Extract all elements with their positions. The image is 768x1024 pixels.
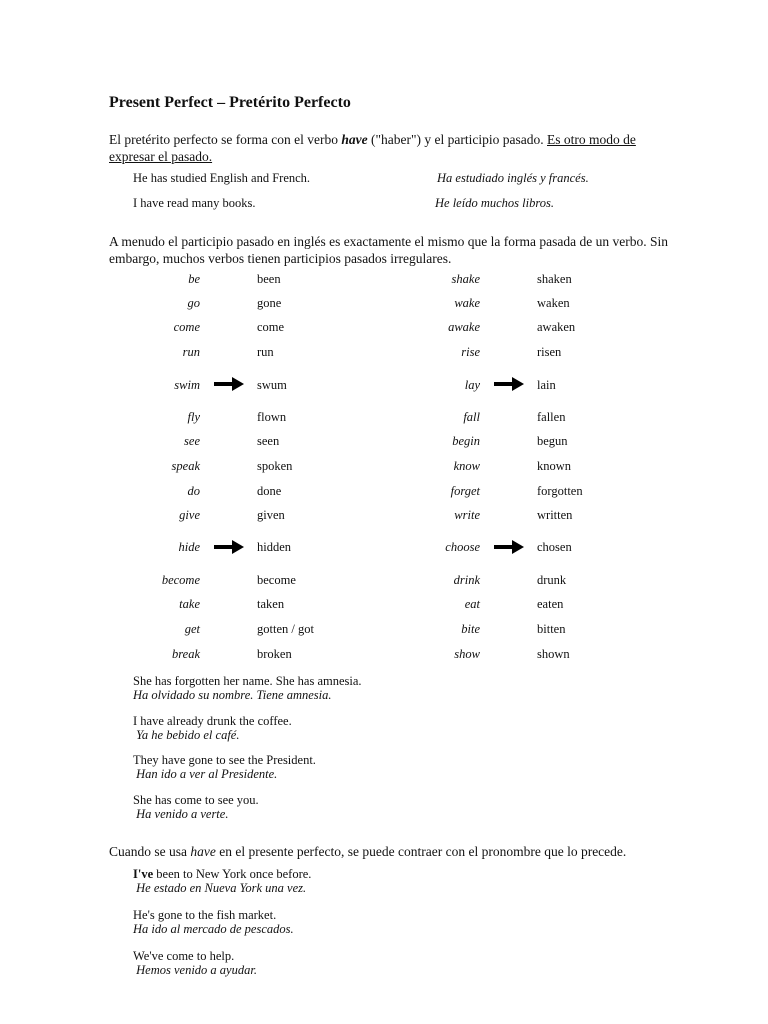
verb-infinitive: give <box>179 508 200 522</box>
irregular-intro-paragraph: A menudo el participio pasado en inglés es exactamente el mismo que la forma pasada de un verbo. Sin embargo, muchos verbos tienen participios pasados irregulares. <box>109 234 668 266</box>
verb-participle: come <box>257 320 285 334</box>
verb-infinitive: show <box>454 647 480 661</box>
verb-infinitive: fall <box>463 410 480 424</box>
verb-participle: awaken <box>537 320 576 334</box>
example-sentence <box>133 753 316 781</box>
example-en: He has studied English and French. <box>133 171 311 185</box>
verb-infinitive: lay <box>464 378 480 392</box>
verb-infinitive: run <box>182 345 200 359</box>
example-en: I have read many books. <box>133 196 256 210</box>
verb-participle: known <box>537 459 572 473</box>
verb-participle: eaten <box>537 597 564 611</box>
sentence-en: She has forgotten her name. She has amnesia. <box>133 674 362 688</box>
contraction-es: Hemos venido a ayudar. <box>133 963 257 977</box>
verb-infinitive: get <box>184 622 200 636</box>
example-es: Ha estudiado inglés y francés. <box>437 171 589 185</box>
verb-infinitive: forget <box>450 484 480 498</box>
contraction-en: We've come to help. <box>133 949 235 963</box>
arrow-right-icon <box>214 376 244 392</box>
example-es: He leído muchos libros. <box>435 196 554 210</box>
verb-infinitive: swim <box>174 378 200 392</box>
verb-participle: broken <box>257 647 292 661</box>
verb-participle: taken <box>257 597 285 611</box>
sentence-en: She has come to see you. <box>133 793 259 807</box>
verb-infinitive: choose <box>445 540 480 554</box>
page-title: Present Perfect – Pretérito Perfecto <box>109 94 351 111</box>
verb-participle: written <box>537 508 573 522</box>
verb-infinitive: drink <box>453 573 480 587</box>
arrow-right-icon <box>214 539 244 555</box>
verb-infinitive: be <box>188 272 200 286</box>
example-sentence <box>133 714 292 742</box>
sentence-es: Ha venido a verte. <box>133 807 229 821</box>
verb-participle: waken <box>537 296 570 310</box>
verb-infinitive: speak <box>171 459 200 473</box>
verb-participle: bitten <box>537 622 566 636</box>
verb-participle: hidden <box>257 540 292 554</box>
verb-participle: gone <box>257 296 282 310</box>
verb-participle: become <box>257 573 296 587</box>
contraction-paragraph <box>109 844 626 860</box>
verb-participle: fallen <box>537 410 566 424</box>
verb-infinitive: know <box>453 459 480 473</box>
verb-participle: swum <box>257 378 287 392</box>
verb-participle: lain <box>537 378 556 392</box>
contraction-bold: I've <box>133 867 154 881</box>
contraction-example <box>133 908 294 936</box>
contraction-example <box>133 867 311 895</box>
verb-infinitive: break <box>172 647 200 661</box>
verb-infinitive: do <box>187 484 200 498</box>
verb-participle: risen <box>537 345 562 359</box>
verb-infinitive: hide <box>178 540 200 554</box>
contraction-rest: been to New York once before. <box>153 867 312 881</box>
verb-participle: begun <box>537 434 568 448</box>
verb-participle: given <box>257 508 285 522</box>
verb-infinitive: rise <box>461 345 480 359</box>
verb-participle: chosen <box>537 540 572 554</box>
arrow-right-icon <box>494 539 524 555</box>
para3-have: have <box>190 844 216 859</box>
example-sentence <box>133 674 362 702</box>
verb-infinitive: take <box>179 597 200 611</box>
para3-text-2: en el presente perfecto, se puede contraer con el pronombre que lo precede. <box>215 844 627 859</box>
intro-underlined: Es otro modo de expresar el pasado. <box>109 132 636 164</box>
verb-participle: shown <box>537 647 570 661</box>
verb-participle: been <box>257 272 281 286</box>
intro-paragraph <box>109 131 669 165</box>
verb-participle: drunk <box>537 573 567 587</box>
verb-infinitive: come <box>173 320 200 334</box>
verb-infinitive: become <box>161 573 200 587</box>
contraction-example <box>133 949 257 977</box>
verb-infinitive: begin <box>452 434 480 448</box>
sentence-es: Han ido a ver al Presidente. <box>133 767 278 781</box>
verb-participle: gotten / got <box>257 622 314 636</box>
verb-participle: seen <box>257 434 280 448</box>
verb-participle: spoken <box>257 459 293 473</box>
verb-participle: run <box>257 345 274 359</box>
intro-text-2: ("haber") y el participio pasado. <box>367 132 547 147</box>
contraction-es: Ha ido al mercado de pescados. <box>133 922 294 936</box>
sentence-es: Ya he bebido el café. <box>133 728 240 742</box>
verb-infinitive: see <box>184 434 200 448</box>
sentence-es: Ha olvidado su nombre. Tiene amnesia. <box>133 688 332 702</box>
verb-infinitive: fly <box>187 410 200 424</box>
verb-infinitive: write <box>454 508 480 522</box>
contraction-en: He's gone to the fish market. <box>133 908 277 922</box>
verb-infinitive: shake <box>451 272 480 286</box>
intro-text-1: El pretérito perfecto se forma con el verbo <box>109 132 342 147</box>
para3-text-1: Cuando se usa <box>109 844 191 859</box>
verb-participle: done <box>257 484 282 498</box>
sentence-en: I have already drunk the coffee. <box>133 714 292 728</box>
verb-infinitive: wake <box>454 296 480 310</box>
verb-infinitive: bite <box>461 622 480 636</box>
contraction-en <box>133 867 311 881</box>
sentence-en: They have gone to see the President. <box>133 753 316 767</box>
verb-participle: flown <box>257 410 287 424</box>
intro-have: have <box>341 132 368 147</box>
example-sentence <box>133 793 259 821</box>
arrow-right-icon <box>494 376 524 392</box>
contraction-es: He estado en Nueva York una vez. <box>133 881 307 895</box>
verb-infinitive: awake <box>448 320 480 334</box>
verb-participle: forgotten <box>537 484 583 498</box>
verb-participle: shaken <box>537 272 572 286</box>
verb-infinitive: eat <box>464 597 480 611</box>
verb-infinitive: go <box>187 296 200 310</box>
